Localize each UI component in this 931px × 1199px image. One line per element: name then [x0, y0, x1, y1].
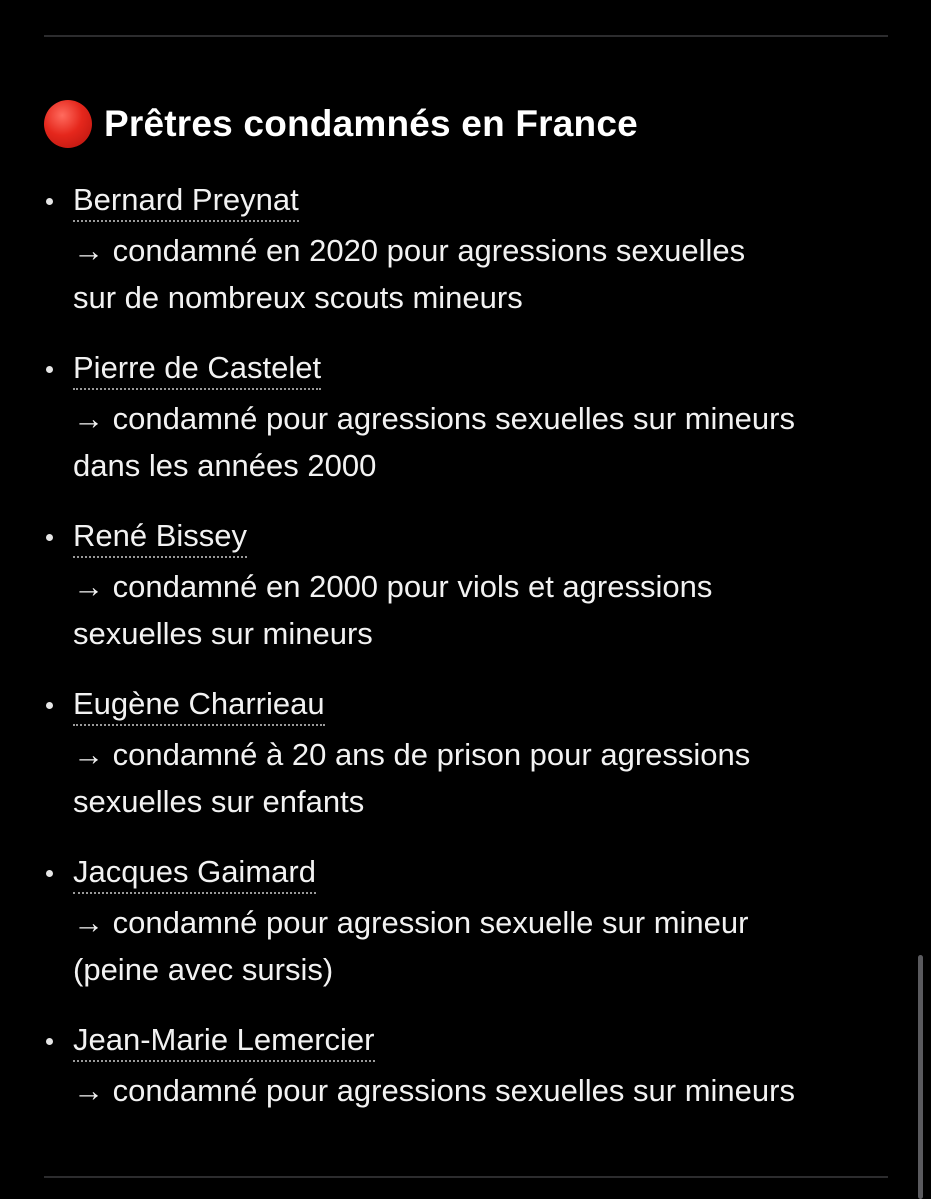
description-line: sur de nombreux scouts mineurs: [73, 280, 523, 315]
item-description: [73, 899, 903, 993]
bottom-divider: [44, 1176, 888, 1178]
priest-name-link[interactable]: René Bissey: [73, 516, 247, 558]
item-description: [73, 395, 903, 489]
bullet-icon: [46, 1038, 53, 1045]
red-circle-icon: [44, 100, 92, 148]
section-heading: [44, 98, 638, 150]
priest-name-link[interactable]: Jean-Marie Lemercier: [73, 1020, 375, 1062]
bullet-icon: [46, 366, 53, 373]
description-line: → condamné à 20 ans de prison pour agressions: [73, 737, 751, 772]
item-description: [73, 563, 903, 657]
item-description: [73, 731, 903, 825]
priest-name-link[interactable]: Jacques Gaimard: [73, 852, 316, 894]
description-line: sexuelles sur mineurs: [73, 616, 373, 651]
bullet-icon: [46, 534, 53, 541]
description-line: → condamné pour agressions sexuelles sur mineurs: [73, 1073, 795, 1108]
description-line: → condamné pour agressions sexuelles sur mineurs: [73, 401, 795, 436]
heading-title: Prêtres condamnés en France: [104, 103, 638, 144]
bullet-icon: [46, 870, 53, 877]
bullet-icon: [46, 702, 53, 709]
item-description: [73, 1067, 903, 1114]
description-line: → condamné en 2020 pour agressions sexuelles: [73, 233, 746, 268]
priest-name-link[interactable]: Pierre de Castelet: [73, 348, 321, 390]
description-line: sexuelles sur enfants: [73, 784, 365, 819]
description-line: dans les années 2000: [73, 448, 377, 483]
item-description: [73, 227, 903, 321]
scrollbar[interactable]: [918, 955, 923, 1199]
bullet-icon: [46, 198, 53, 205]
description-line: → condamné pour agression sexuelle sur mineur: [73, 905, 749, 940]
description-line: → condamné en 2000 pour viols et agressions: [73, 569, 713, 604]
priest-name-link[interactable]: Eugène Charrieau: [73, 684, 325, 726]
description-line: (peine avec sursis): [73, 952, 334, 987]
top-divider: [44, 35, 888, 37]
priest-name-link[interactable]: Bernard Preynat: [73, 180, 299, 222]
